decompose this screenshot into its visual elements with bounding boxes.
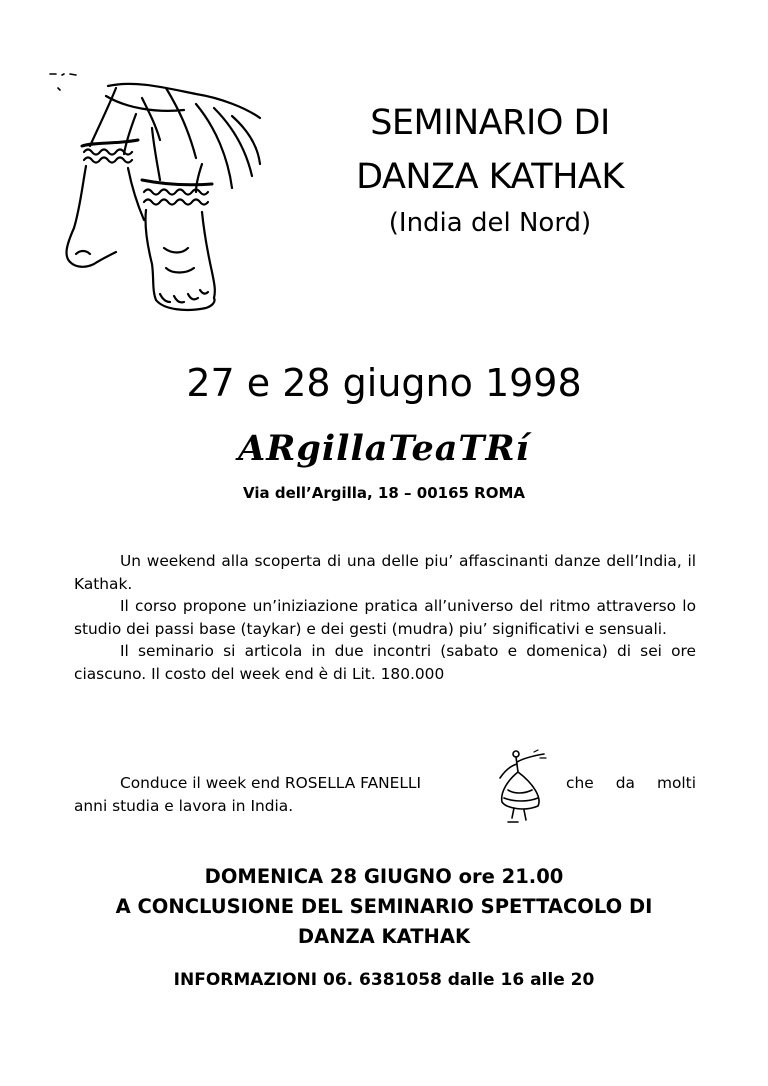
- contact-info: INFORMAZIONI 06. 6381058 dalle 16 alle 20: [173, 970, 595, 990]
- teacher-text: Conduce il week end ROSELLA FANELLI: [120, 774, 422, 792]
- description-paragraph-1: Un weekend alla scoperta di una delle piu’ affascinanti danze dell’India, il Kathak.: [74, 552, 696, 593]
- title-line-1: SEMINARIO DI: [370, 103, 610, 143]
- kathak-dancer-illustration: [494, 746, 556, 826]
- performance-line-2: A CONCLUSIONE DEL SEMINARIO SPETTACOLO DI: [115, 895, 653, 918]
- description-paragraph-2: Il corso propone un’iniziazione pratica all’universo del ritmo attraverso lo studio dei passi base (taykar) e dei gesti (mudra) piu’ significativi e sensuali.: [74, 597, 696, 638]
- performance-line-1: DOMENICA 28 GIUGNO ore 21.00: [204, 865, 564, 888]
- dancer-feet-illustration: [46, 68, 276, 318]
- description-paragraph-3: Il seminario si articola in due incontri (sabato e domenica) di sei ore ciascuno. Il costo del week end è di Lit. 180.000: [74, 642, 696, 683]
- venue-address: Via dell’Argilla, 18 – 00165 ROMA: [243, 484, 525, 502]
- event-dates: 27 e 28 giugno 1998: [186, 361, 582, 405]
- teacher-text-right: che da molti: [566, 774, 696, 792]
- title-line-2: DANZA KATHAK: [356, 157, 624, 197]
- description: [74, 550, 696, 686]
- performance-line-3: DANZA KATHAK: [297, 925, 471, 948]
- venue-logo: ARgillaTeaTRí: [238, 428, 530, 469]
- teacher-line-2: anni studia e lavora in India.: [74, 797, 294, 815]
- subtitle: (India del Nord): [388, 208, 592, 238]
